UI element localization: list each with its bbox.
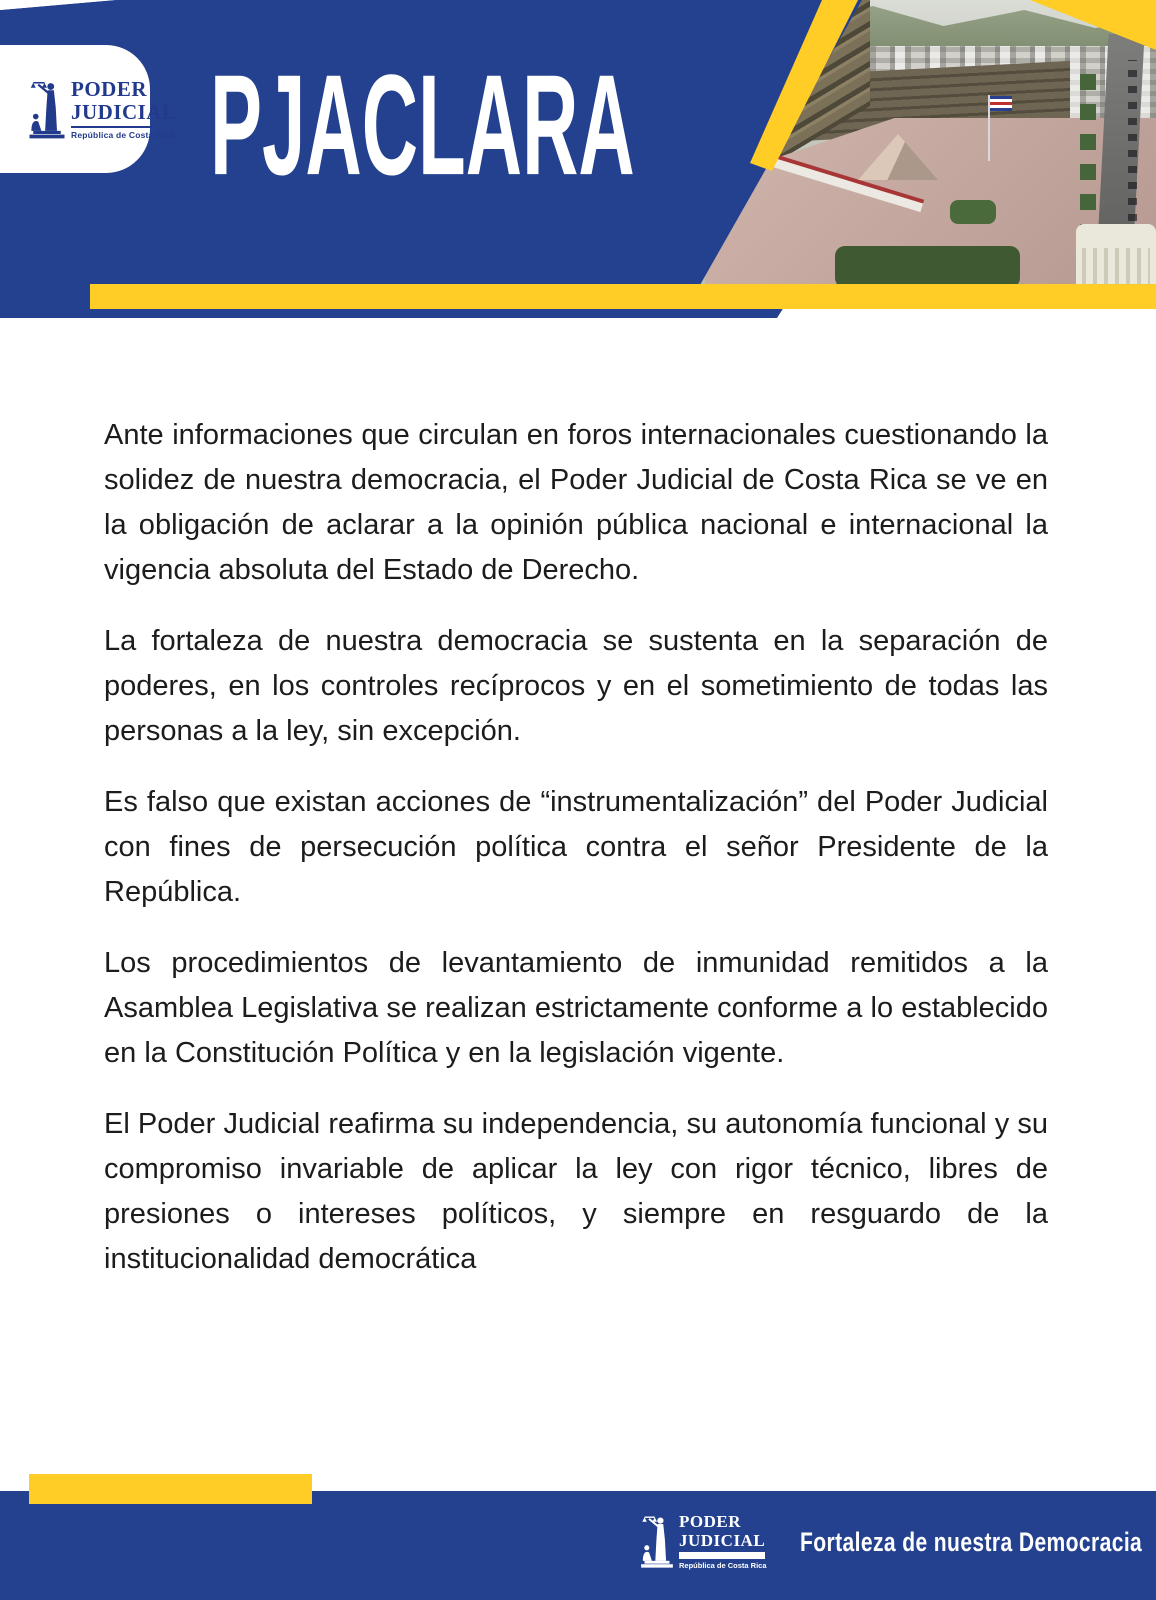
photo-garden: [950, 200, 996, 224]
photo-costa-rica-flag: [990, 96, 1012, 111]
logo-tagline: República de Costa Rica: [71, 130, 175, 140]
logo-rule: [71, 126, 153, 129]
paragraph: Los procedimientos de levantamiento de inmunidad remitidos a la Asamblea Legislativa se realizan estrictamente conforme a lo establecido en la Constitución Política y en la legislación vigente.: [104, 947, 1048, 1069]
logo-card: [0, 45, 177, 173]
paragraph: Ante informaciones que circulan en foros internacionales cuestionando la solidez de nuestra democracia, el Poder Judicial de Costa Rica se ve en la obligación de aclarar a la opinión pública nacional e internacional la vigencia absoluta del Estado de Derecho.: [104, 419, 1048, 586]
logo-line1: PODER: [71, 76, 147, 101]
logo-line2: JUDICIAL: [71, 99, 177, 124]
footer-logo-tagline: República de Costa Rica: [679, 1561, 767, 1570]
logo-wordmark: [71, 76, 177, 140]
footer-logo-bar: [679, 1552, 765, 1559]
justice-statue-icon: [28, 79, 66, 139]
page-title: PJACLARA: [210, 45, 635, 206]
footer-yellow-accent: [29, 1474, 312, 1504]
logo-row: [28, 76, 177, 140]
photo-columns: [1082, 248, 1150, 285]
paragraph: La fortaleza de nuestra democracia se sustenta en la separación de poderes, en los controles recíprocos y en el sometimiento de todas las personas a la ley, sin excepción.: [104, 625, 1048, 747]
footer-logo-line1: PODER: [679, 1512, 741, 1531]
paragraph: Es falso que existan acciones de “instrumentalización” del Poder Judicial con fines de persecución política contra el señor Presidente de la República.: [104, 786, 1048, 908]
photo-trees: [835, 246, 1020, 288]
body-paragraphs: [104, 413, 1048, 1308]
footer-logo-line2: JUDICIAL: [679, 1531, 766, 1550]
footer-slogan: Fortaleza de nuestra Democracia: [800, 1527, 1143, 1557]
header-banner: [0, 0, 1156, 322]
justice-statue-icon: [640, 1513, 674, 1569]
footer-logo: [640, 1513, 767, 1570]
header-yellow-bar: [90, 284, 1156, 309]
paragraph: El Poder Judicial reafirma su independencia, su autonomía funcional y su compromiso invariable de aplicar la ley con rigor técnico, libres de presiones o intereses políticos, y siempre en resguardo de la institucionalidad democrática: [104, 1108, 1048, 1275]
footer-logo-wordmark: [679, 1513, 767, 1570]
